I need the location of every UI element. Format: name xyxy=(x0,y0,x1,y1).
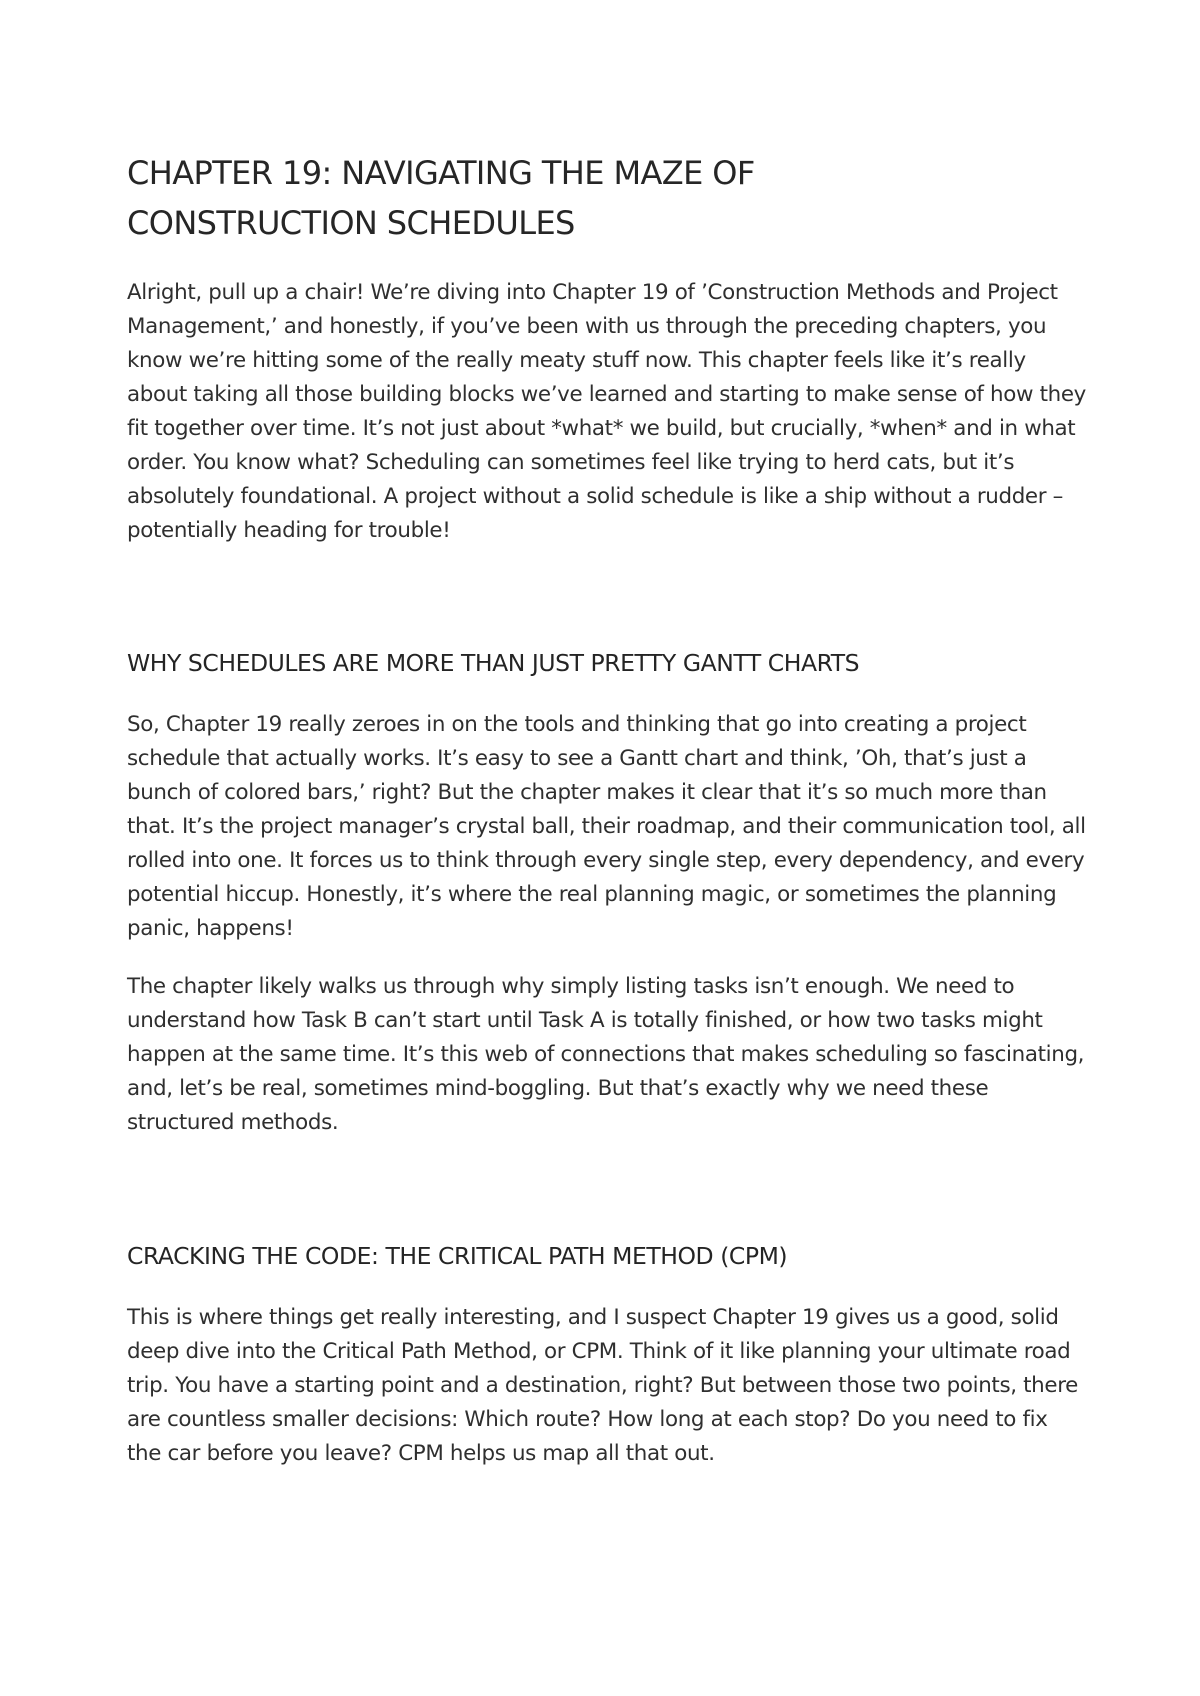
section-paragraph: So, Chapter 19 really zeroes in on the tools and thinking that go into creating a project schedule that actually works. It’s easy to see a Gantt chart and think, ’Oh, that’s just a bunch of colored bars,’ right? But the chapter makes it clear that it’s so much more than that. It’s the project manager’s crystal ball, their roadmap, and their communication tool, all rolled into one. It forces us to think through every single step, every dependency, and every potential hiccup. Honestly, it’s where the real planning magic, or sometimes the planning panic, happens! xyxy=(127,712,1086,941)
section-heading-cpm: CRACKING THE CODE: THE CRITICAL PATH METHOD (CPM) xyxy=(127,1242,788,1270)
section-paragraph: This is where things get really interesting, and I suspect Chapter 19 gives us a good, solid deep dive into the Critical Path Method, or CPM. Think of it like planning your ultimate road trip. You have a starting point and a destination, right? But between those two points, there are countless smaller decisions: Which route? How long at each stop? Do you need to fix the car before you leave? CPM helps us map all that out. xyxy=(127,1305,1078,1466)
section-heading-gantt: WHY SCHEDULES ARE MORE THAN JUST PRETTY GANTT CHARTS xyxy=(127,649,860,677)
intro-paragraph: Alright, pull up a chair! We’re diving into Chapter 19 of ’Construction Methods and Project Management,’ and honestly, if you’ve been with us through the preceding chapters, you know we’re hitting some of the really meaty stuff now. This chapter feels like it’s really about taking all those building blocks we’ve learned and starting to make sense of how they fit together over time. It’s not just about *what* we build, but crucially, *when* and in what order. You know what? Scheduling can sometimes feel like trying to herd cats, but it’s absolutely foundational. A project without a solid schedule is like a ship without a rudder – potentially heading for trouble! xyxy=(127,280,1086,543)
section-paragraph: The chapter likely walks us through why simply listing tasks isn’t enough. We need to understand how Task B can’t start until Task A is totally finished, or how two tasks might happen at the same time. It’s this web of connections that makes scheduling so fascinating, and, let’s be real, sometimes mind-boggling. But that’s exactly why we need these structured methods. xyxy=(127,974,1085,1135)
chapter-title: CHAPTER 19: NAVIGATING THE MAZE OF CONSTRUCTION SCHEDULES xyxy=(127,154,755,242)
